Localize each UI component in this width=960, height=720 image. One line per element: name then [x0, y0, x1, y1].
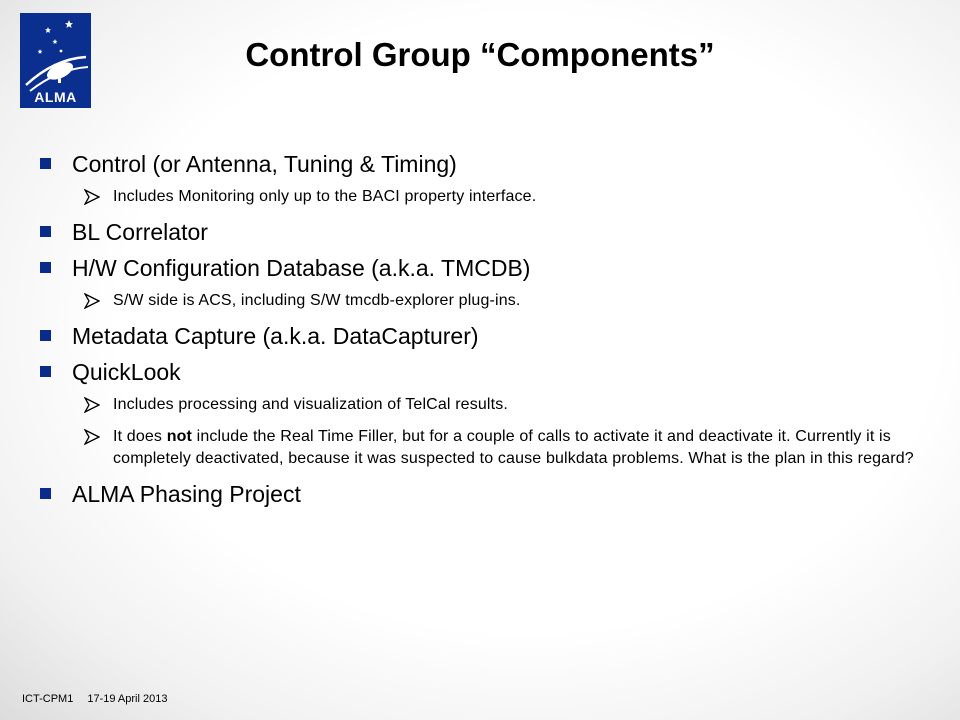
text-before: It does	[113, 428, 167, 445]
arrowhead-bullet-icon	[84, 293, 100, 309]
bullet-bl-correlator	[38, 218, 918, 246]
bullet-text: Metadata Capture (a.k.a. DataCapturer)	[72, 323, 479, 349]
alma-logo	[20, 13, 91, 108]
arrowhead-bullet-icon	[84, 429, 100, 445]
footer	[22, 693, 167, 705]
square-bullet-icon	[40, 226, 51, 237]
sub-bullet-acs	[38, 290, 918, 312]
bullet-tmcdb	[38, 254, 918, 282]
sub-bullet-real-time-filler	[38, 426, 918, 470]
square-bullet-icon	[40, 158, 51, 169]
arrowhead-bullet-icon	[84, 397, 100, 413]
slide-title: Control Group “Components”	[245, 36, 715, 73]
bullet-text: Control (or Antenna, Tuning & Timing)	[72, 151, 457, 177]
sub-bullet-text: S/W side is ACS, including S/W tmcdb-explorer plug-ins.	[113, 292, 521, 309]
slide-content	[38, 150, 918, 516]
bullet-metadata-capture	[38, 322, 918, 350]
bullet-quicklook	[38, 358, 918, 386]
bullet-alma-phasing	[38, 480, 918, 508]
square-bullet-icon	[40, 366, 51, 377]
bullet-text: H/W Configuration Database (a.k.a. TMCDB)	[72, 255, 531, 281]
square-bullet-icon	[40, 262, 51, 273]
bullet-text: BL Correlator	[72, 219, 208, 245]
sub-bullet-telcal	[38, 394, 918, 416]
sub-bullet-monitoring	[38, 186, 918, 208]
bullet-control	[38, 150, 918, 178]
arrowhead-bullet-icon	[84, 189, 100, 205]
logo-text: ALMA	[34, 89, 77, 105]
text-after: include the Real Time Filler, but for a couple of calls to activate it and deactivate it. Currently it is completely deactivated, because it was suspected to cause bulkdata problems. What is the plan in this regard?	[113, 428, 914, 467]
footer-date: 17-19 April 2013	[87, 693, 168, 705]
bullet-text: QuickLook	[72, 359, 181, 385]
emphasis-not: not	[166, 428, 193, 445]
sub-bullet-text: Includes processing and visualization of TelCal results.	[113, 396, 508, 413]
square-bullet-icon	[40, 330, 51, 341]
footer-event: ICT-CPM1	[22, 693, 74, 705]
bullet-text: ALMA Phasing Project	[72, 481, 301, 507]
square-bullet-icon	[40, 488, 51, 499]
sub-bullet-text	[113, 426, 918, 470]
sub-bullet-text: Includes Monitoring only up to the BACI property interface.	[113, 188, 537, 205]
